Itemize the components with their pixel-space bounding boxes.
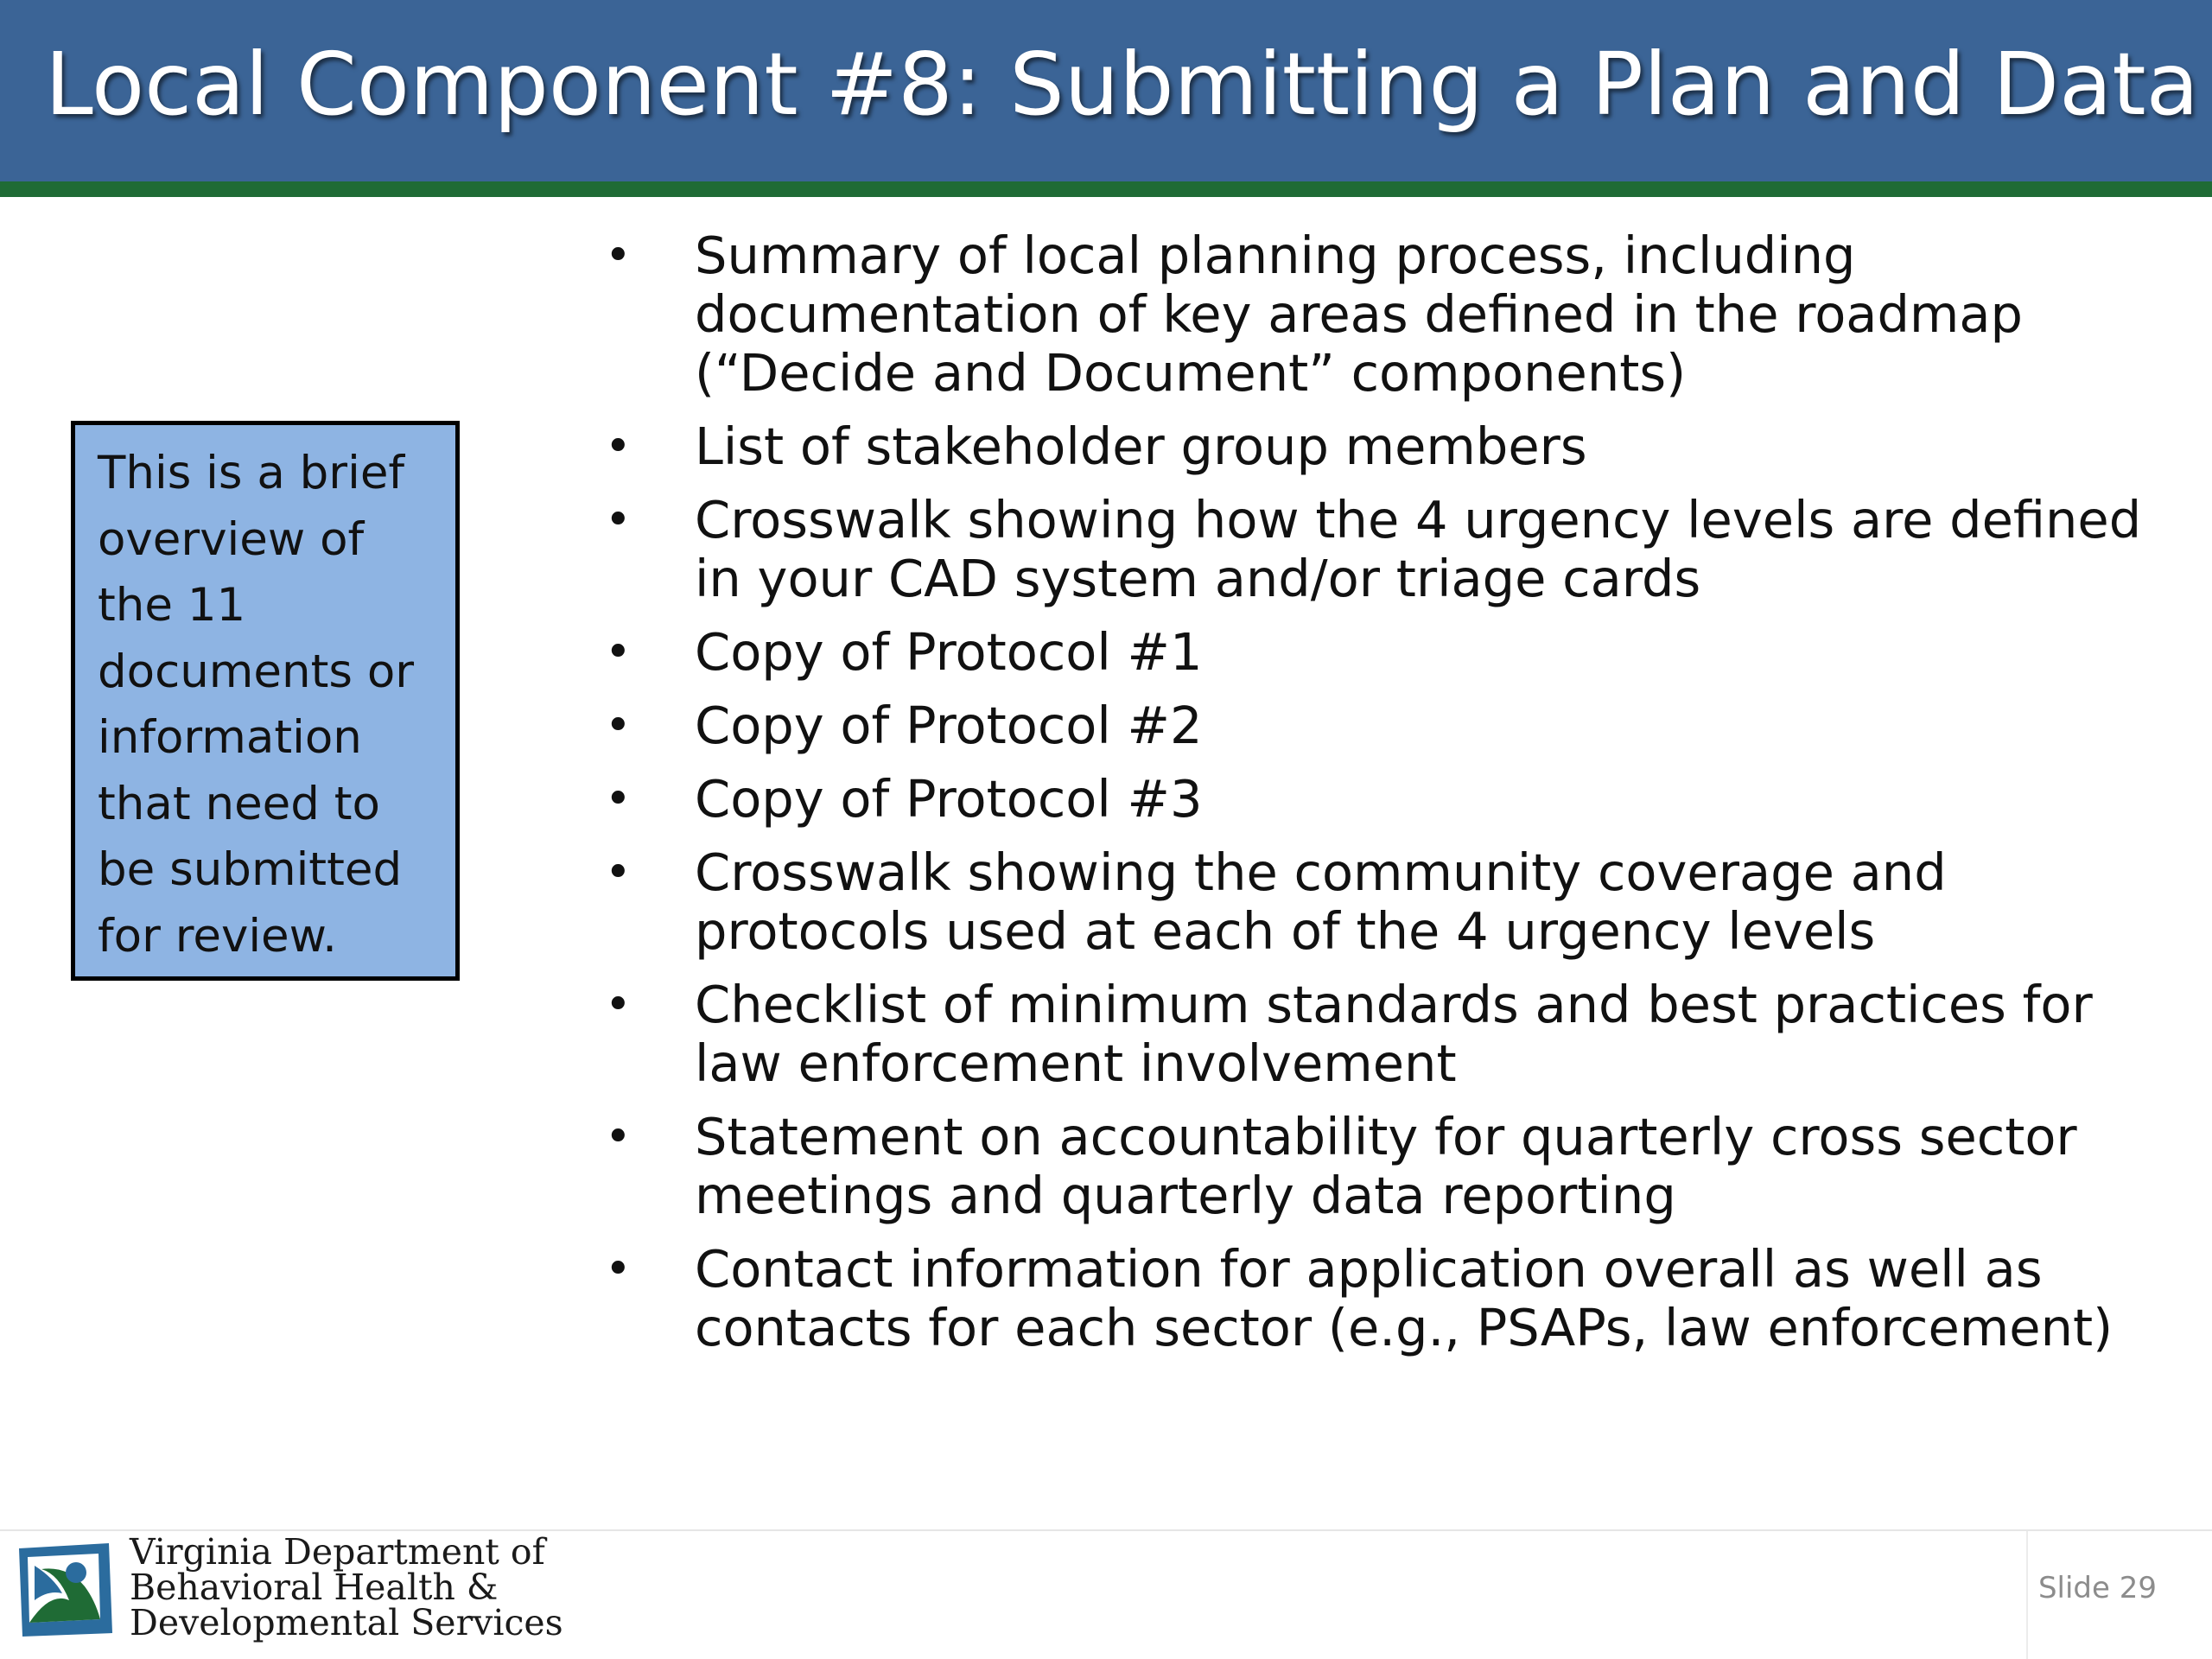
bullet-text-line: Copy of Protocol #1 <box>695 622 1203 682</box>
bullet-text-line: Copy of Protocol #2 <box>695 696 1203 755</box>
bullet-marker: • <box>605 847 632 899</box>
callout-line: that need to <box>98 777 380 830</box>
bullet-marker: • <box>605 230 632 282</box>
bullet-item <box>605 976 2143 1093</box>
callout-line: be submitted <box>98 843 403 896</box>
callout-box <box>71 421 460 981</box>
org-name-line: Behavioral Health & <box>130 1567 499 1608</box>
bullet-marker: • <box>605 700 632 752</box>
bullet-item <box>605 1108 2143 1225</box>
bullet-text-line: Crosswalk showing how the 4 urgency levels are defined <box>695 490 2142 550</box>
bullet-marker: • <box>605 1243 632 1295</box>
bullet-marker: • <box>605 979 632 1031</box>
bullet-marker: • <box>605 1111 632 1163</box>
bullet-list <box>605 226 2143 1372</box>
bullet-text-line: (“Decide and Document” components) <box>695 343 1687 403</box>
bullet-text-line: Summary of local planning process, including <box>695 226 1856 285</box>
callout-line: for review. <box>98 909 337 963</box>
slide-number: Slide 29 <box>2037 1571 2157 1605</box>
bullet-text-line: Statement on accountability for quarterly cross sector <box>695 1107 2077 1166</box>
bullet-marker: • <box>605 494 632 546</box>
bullet-item <box>605 623 2143 682</box>
slide-title: Local Component #8: Submitting a Plan and Data <box>45 34 2199 135</box>
bullet-item <box>605 417 2143 476</box>
callout-line: overview of <box>98 512 365 566</box>
title-accent-stripe <box>0 181 2212 197</box>
bullet-text-line: Contact information for application overall as well as <box>695 1239 2043 1299</box>
callout-line: documents or <box>98 645 415 698</box>
dbhds-logo-icon <box>16 1540 116 1640</box>
bullet-item <box>605 226 2143 403</box>
footer-vertical-divider <box>2026 1531 2028 1659</box>
bullet-marker: • <box>605 773 632 825</box>
org-name-line: Developmental Services <box>130 1602 563 1643</box>
bullet-item <box>605 770 2143 829</box>
bullet-item <box>605 491 2143 608</box>
bullet-marker: • <box>605 421 632 473</box>
bullet-marker: • <box>605 626 632 678</box>
bullet-text-line: Checklist of minimum standards and best practices for <box>695 975 2093 1034</box>
bullet-item <box>605 843 2143 961</box>
bullet-item <box>605 1240 2143 1357</box>
bullet-text-line: List of stakeholder group members <box>695 416 1587 476</box>
organization-name <box>130 1531 563 1643</box>
callout-line: information <box>98 711 362 764</box>
callout-line: This is a brief <box>98 447 405 499</box>
bullet-text-line: Copy of Protocol #3 <box>695 769 1203 829</box>
bullet-text-line: meetings and quarterly data reporting <box>695 1166 1676 1225</box>
callout-line: the 11 <box>98 579 246 632</box>
bullet-text-line: contacts for each sector (e.g., PSAPs, law enforcement) <box>695 1298 2113 1357</box>
bullet-item <box>605 696 2143 755</box>
bullet-text-line: Crosswalk showing the community coverage and <box>695 842 1947 902</box>
bullet-text-line: documentation of key areas defined in the roadmap <box>695 284 2023 344</box>
bullet-text-line: protocols used at each of the 4 urgency levels <box>695 901 1876 961</box>
bullet-text-line: law enforcement involvement <box>695 1033 1457 1093</box>
org-name-line: Virginia Department of <box>130 1531 545 1573</box>
bullet-text-line: in your CAD system and/or triage cards <box>695 549 1701 608</box>
